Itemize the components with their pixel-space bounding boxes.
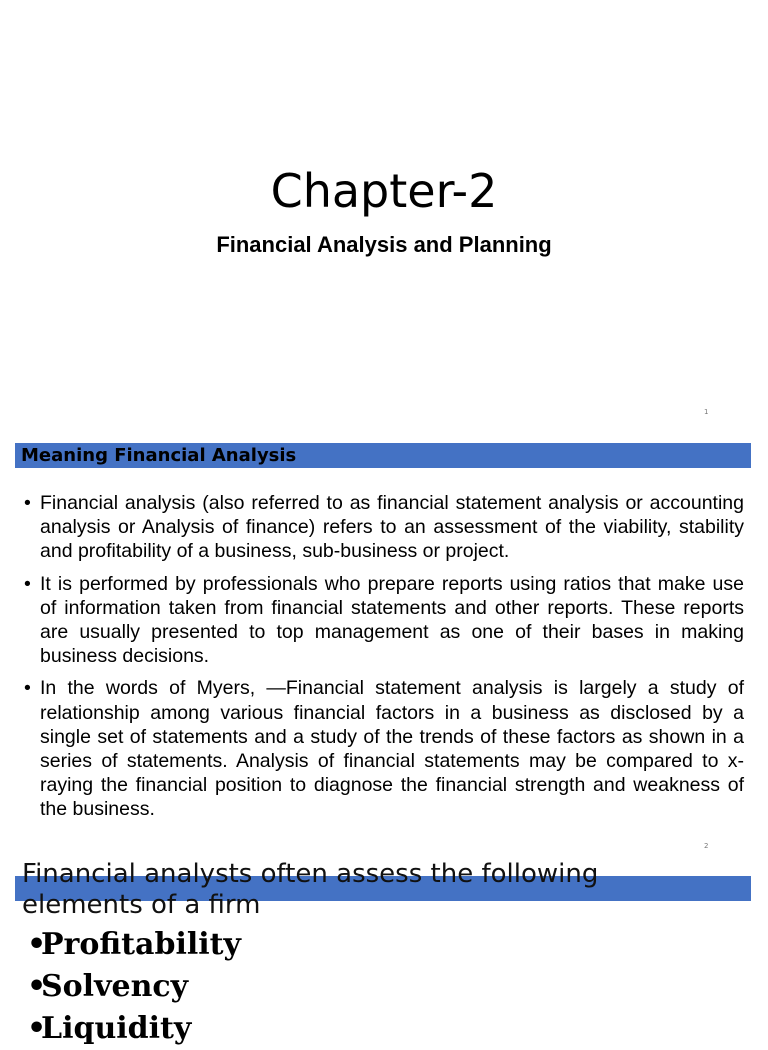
list-item bbox=[27, 924, 241, 966]
bullet-text: In the words of Myers, ―Financial statement analysis is largely a study of relationship among various financial factors in a business as disclosed by a single set of statements and a study of the trends of these factors as shown in a series of statements. Analysis of financial statements may be compared to x-raying the financial position to diagnose the financial strength and weakness of the business. bbox=[40, 677, 744, 821]
item-text: Profitability bbox=[41, 927, 241, 962]
bullet-icon: • bbox=[24, 492, 31, 514]
item-text: Liquidity bbox=[41, 1011, 192, 1046]
list-item bbox=[27, 1008, 241, 1050]
bullet-list bbox=[24, 491, 744, 830]
page-number-2: 2 bbox=[704, 842, 709, 850]
page-number-1: 1 bbox=[704, 408, 709, 416]
list-item bbox=[27, 966, 241, 1008]
section-heading: Financial analysts often assess the following elements of a firm bbox=[22, 859, 599, 920]
bullet-icon: • bbox=[27, 927, 47, 962]
elements-list bbox=[27, 924, 241, 1050]
list-item bbox=[24, 676, 744, 821]
bullet-icon: • bbox=[24, 572, 31, 595]
bullet-icon: • bbox=[24, 677, 31, 700]
bullet-text: It is performed by professionals who prepare reports using ratios that make use of information taken from financial statements and other reports. These reports are usually presented to top management as one of their bases in making business decisions. bbox=[40, 572, 744, 668]
slide-subtitle: Financial Analysis and Planning bbox=[216, 232, 552, 257]
slide-title: Chapter-2 bbox=[270, 164, 498, 218]
bullet-icon: • bbox=[27, 969, 47, 1004]
list-item bbox=[24, 491, 744, 564]
list-item bbox=[24, 572, 744, 669]
item-text: Solvency bbox=[41, 969, 189, 1004]
bullet-text: Financial analysis (also referred to as financial statement analysis or accounting analysis or Analysis of finance) refers to an assessment of the viability, stability and profitability of a business, sub-business or project. bbox=[40, 492, 744, 563]
section-heading: Meaning Financial Analysis bbox=[21, 445, 297, 466]
bullet-icon: • bbox=[27, 1011, 47, 1046]
